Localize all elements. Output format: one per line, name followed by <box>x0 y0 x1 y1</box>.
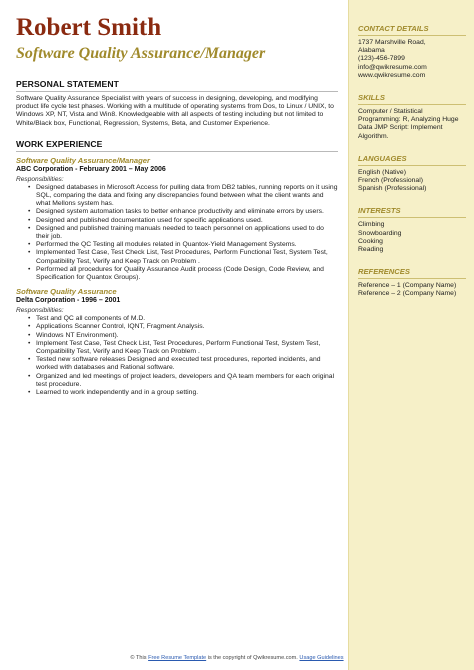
responsibilities-label: Responsibilities: <box>16 307 64 315</box>
footer <box>0 655 474 661</box>
candidate-title: Software Quality Assurance/Manager <box>16 45 266 62</box>
list-item: Cooking <box>358 237 383 245</box>
list-item: • Designed and published documentation used for specific applications used. <box>28 217 338 225</box>
free-resume-template-link[interactable]: Free Resume Template <box>148 655 207 661</box>
list-item: • Test and QC all components of M.D. <box>28 315 338 323</box>
sidebar <box>348 0 474 670</box>
personal-statement-text: Software Quality Assurance Specialist with years of success in designing, developing, and modifying product life cycle test phases. Working with a multitude of operating systems from Dos, to Linux / UNIX, to Windows XP, NT, Vista and Win8. Knowledgeable with all aspects of testing including but not limited to White/Black box, Functional, Regression, Systems, Beta, and Customer Experience. <box>16 95 334 127</box>
list-item: Spanish (Professional) <box>358 185 427 193</box>
job-company-dates: ABC Corporation - February 2001 – May 2006 <box>16 165 166 173</box>
contact-email: info@qwikresume.com <box>358 63 427 71</box>
list-item: Reading <box>358 246 384 254</box>
list-item: • Applications Scanner Control, IQNT, Fragment Analysis. <box>28 323 338 331</box>
interests-section <box>358 206 466 254</box>
list-item: • Designed system automation tasks to better enhance productivity and eliminate errors by users. <box>28 208 338 216</box>
main-column <box>16 14 338 397</box>
list-item: • Designed and published training manuals needed to teach personnel on applications used to do their job. <box>28 225 338 241</box>
list-item: Reference – 2 (Company Name) <box>358 290 457 298</box>
references-section <box>358 267 466 298</box>
list-item: • Performed all procedures for Quality Assurance Audit process (Code Design, Code Review, and Specification for Quantox Groups). <box>28 266 338 282</box>
personal-statement-heading: PERSONAL STATEMENT <box>16 79 338 92</box>
contact-section <box>358 24 466 80</box>
skills-section <box>358 93 466 141</box>
contact-state: Alabama <box>358 47 385 55</box>
footer-prefix: © This <box>130 655 149 661</box>
job-title: Software Quality Assurance <box>16 287 117 297</box>
languages-heading: LANGUAGES <box>358 154 466 166</box>
contact-address-line: 1737 Marshville Road, <box>358 39 426 46</box>
list-item: • Performed the QC Testing all modules related in Quantox-Yield Management Systems. <box>28 241 338 249</box>
list-item: French (Professional) <box>358 177 423 185</box>
usage-guidelines-link[interactable]: Usage Guidelines <box>299 655 344 661</box>
references-heading: REFERENCES <box>358 267 466 279</box>
job-title: Software Quality Assurance/Manager <box>16 155 150 165</box>
list-item: • Implemented Test Case, Test Check List, Test Procedures, Perform Functional Test, System Test, Compatibility Test, Verify and Keep Track on Problem . <box>28 249 338 265</box>
list-item: Reference – 1 (Company Name) <box>358 282 457 290</box>
list-item: Snowboarding <box>358 229 402 237</box>
responsibilities-list <box>28 184 338 282</box>
job-entry <box>16 156 338 282</box>
job-company-dates: Delta Corporation - 1996 – 2001 <box>16 297 121 305</box>
list-item: • Designed databases in Microsoft Access for pulling data from DB2 tables, running reports on it using SQL, comparing the data and fixing any discrepancies found between what the client wants and what Mellons system has. <box>28 184 338 209</box>
list-item: • Organized and led meetings of project leaders, developers and QA team members for each original test procedure. <box>28 373 338 389</box>
responsibilities-label: Responsibilities: <box>16 175 64 183</box>
languages-section <box>358 154 466 194</box>
skills-heading: SKILLS <box>358 93 466 105</box>
interests-heading: INTERESTS <box>358 206 466 218</box>
list-item: • Tested new software releases Designed and executed test procedures, reported incidents, and worked with databases and Rational software. <box>28 356 338 372</box>
list-item: • Learned to work independently and in a group setting. <box>28 389 338 397</box>
contact-heading: CONTACT DETAILS <box>358 24 466 36</box>
list-item: English (Native) <box>358 168 406 176</box>
personal-statement-section <box>16 79 338 128</box>
responsibilities-list <box>28 315 338 397</box>
footer-middle: is the copyright of Qwikresume.com. <box>206 655 300 661</box>
work-experience-heading: WORK EXPERIENCE <box>16 139 338 152</box>
work-experience-section <box>16 139 338 397</box>
job-entry <box>16 287 338 397</box>
skills-text: Computer / Statistical Programming: R, Analyzing Huge Data JMP Script: Implement Algorithm. <box>358 108 459 140</box>
contact-phone: (123)-456-7899 <box>358 55 405 63</box>
list-item: • Windows NT Environment). <box>28 332 338 340</box>
candidate-name: Robert Smith <box>16 14 162 41</box>
list-item: Climbing <box>358 221 385 229</box>
contact-website: www.qwikresume.com <box>358 71 426 79</box>
list-item: • Implement Test Case, Test Check List, Test Procedures, Perform Functional Test, System Test, Compatibility Test, Verify and Keep Track on Problem . <box>28 340 338 356</box>
